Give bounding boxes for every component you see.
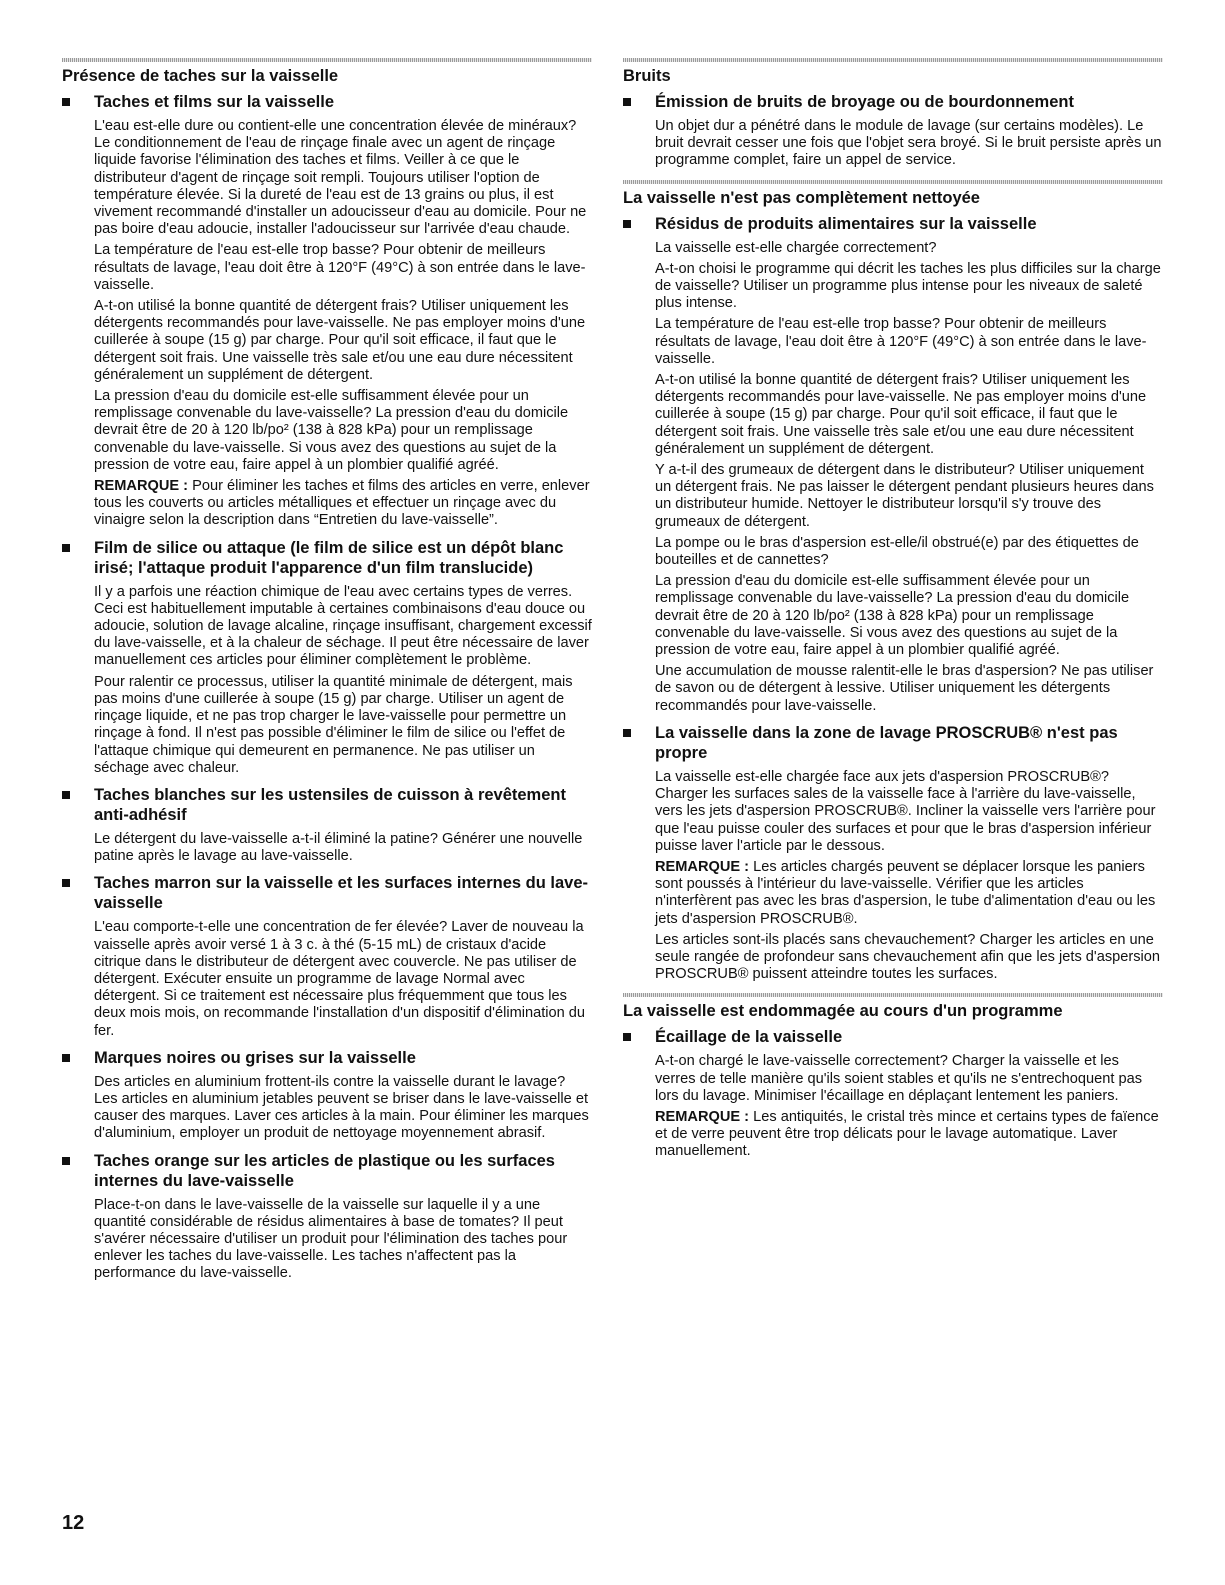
paragraph: A-t-on utilisé la bonne quantité de détergent frais? Utiliser uniquement les détergents recommandés pour lave-vaisselle. Ne pas employer moins d'une cuillerée à soupe (15 g) par charge. Pour qu'il soit efficace, il faut que le détergent soit frais. Une vaisselle très sale et/ou une eau dure nécessitent généralement un supplément de détergent. xyxy=(94,298,586,383)
paragraph: Place-t-on dans le lave-vaisselle de la vaisselle sur laquelle il y a une quantité considérable de résidus alimentaires à base de tomates? Il peut s'avérer nécessaire d'utiliser un produit pour l'élimination des taches pour enlever les taches du lave-vaisselle. Les taches n'affectent pas la performance du lave-vaisselle. xyxy=(94,1196,568,1282)
problem-heading: Marques noires ou grises sur la vaisselle xyxy=(94,1048,416,1067)
paragraph: Pour ralentir ce processus, utiliser la quantité minimale de détergent, mais pas moins d'une cuillerée à soupe (15 g) par charge. Utiliser un agent de rinçage liquide, et ne pas trop charger le lave-vaisselle pour permettre un rinçage à fond. Il n'est pas possible d'éliminer le film de silice ou l'effet de l'attaque chimique qui demeurent en permanence. Ne pas utiliser un séchage avec chaleur. xyxy=(94,673,573,776)
bullet-icon xyxy=(62,1054,70,1062)
paragraph: Un objet dur a pénétré dans le module de lavage (sur certains modèles). Le bruit devrait cesser une fois que l'objet sera broyé. Si le bruit persiste après un programme complet, faire un appel de service. xyxy=(655,118,1162,169)
problem-item xyxy=(62,538,592,777)
note-label: REMARQUE : xyxy=(655,858,750,875)
note-text: Pour éliminer les taches et films des articles en verre, enlever tous les couverts ou articles métalliques et effectuer un rinçage avec du vinaigre selon la description dans “Entretien du lave-vaisselle”. xyxy=(94,478,590,529)
bullet-icon xyxy=(623,729,631,737)
bullet-icon xyxy=(62,879,70,887)
paragraph: Il y a parfois une réaction chimique de l'eau avec certains types de verres. Ceci est habituellement imputable à certaines combinaisons d'eau douce ou adoucie, solution de lavage alcaline, rinçage insuffisant, chargement excessif du lave-vaisselle, et à la chaleur de séchage. Il peut être nécessaire de laver manuellement ces articles pour éliminer complètement le problème. xyxy=(94,583,592,669)
paragraph: L'eau comporte-t-elle une concentration de fer élevée? Laver de nouveau la vaisselle après avoir versé 1 à 3 c. à thé (5-15 mL) de cristaux d'acide citrique dans le distributeur de détergent avec couvercle. Ne pas utiliser de détergent. Exécuter ensuite un programme de lavage Normal avec détergent. Si ce traitement est nécessaire plus fréquemment que tous les deux mois mois, on recommande l'installation d'un dispositif d'élimination du fer. xyxy=(94,919,586,1039)
paragraph: La température de l'eau est-elle trop basse? Pour obtenir de meilleurs résultats de lavage, l'eau doit être à 120°F (49°C) à son entrée dans le lave-vaisselle. xyxy=(655,316,1147,367)
problem-heading: Taches et films sur la vaisselle xyxy=(94,93,334,111)
problem-heading: Résidus de produits alimentaires sur la vaisselle xyxy=(655,214,1037,233)
paragraph: La température de l'eau est-elle trop basse? Pour obtenir de meilleurs résultats de lavage, l'eau doit être à 120°F (49°C) à son entrée dans le lave-vaisselle. xyxy=(94,242,586,293)
section-title: La vaisselle est endommagée au cours d'un programme xyxy=(623,1002,1063,1021)
note-label: REMARQUE : xyxy=(94,478,189,495)
section-title: Bruits xyxy=(623,67,671,85)
section-damaged xyxy=(623,993,1163,1160)
note-label: REMARQUE : xyxy=(655,1108,750,1125)
problem-item xyxy=(62,1048,592,1143)
paragraph: A-t-on chargé le lave-vaisselle correctement? Charger la vaisselle et les verres de telle manière qu'ils soient stables et qu'ils ne s'entrechoquent pas lors du lavage. Minimiser l'écaillage en déplaçant lentement les paniers. xyxy=(655,1053,1142,1104)
paragraph: Le détergent du lave-vaisselle a-t-il éliminé la patine? Générer une nouvelle patine après le lavage au lave-vaisselle. xyxy=(94,830,583,865)
paragraph: A-t-on choisi le programme qui décrit les taches les plus difficiles sur la charge de vaisselle? Utiliser un programme plus intense pour les niveaux de saleté plus intense. xyxy=(655,260,1161,312)
paragraph: La pompe ou le bras d'aspersion est-elle/il obstrué(e) par des étiquettes de bouteilles et de cannettes? xyxy=(655,534,1139,569)
problem-item xyxy=(623,723,1163,983)
paragraph: L'eau est-elle dure ou contient-elle une concentration élevée de minéraux? Le conditionnement de l'eau de rinçage finale avec un agent de rinçage liquide favorise l'élimination des taches et films. Veiller à ce que le distributeur d'agent de rinçage soit rempli. Toujours utiliser l'option de température élevée. Si la dureté de l'eau est de 13 grains ou plus, il est vivement recommandé d'installer un adoucisseur d'eau au domicile. Pour ne pas boire d'eau adoucie, installer l'adoucisseur sur l'arrivée d'eau chaude. xyxy=(94,118,587,238)
problem-item xyxy=(623,214,1163,715)
problem-item xyxy=(62,785,592,865)
bullet-icon xyxy=(62,791,70,799)
paragraph: Une accumulation de mousse ralentit-elle le bras d'aspersion? Ne pas utiliser de savon ou de détergent à lessive. Utiliser uniquement les détergents recommandés pour lave-vaisselle. xyxy=(655,663,1154,714)
problem-item xyxy=(62,873,592,1039)
note-text: Les antiquités, le cristal très mince et certains types de faïence et de verre peuvent être trop délicats pour le lavage automatique. Laver manuellement. xyxy=(655,1108,1159,1160)
paragraph: La vaisselle est-elle chargée face aux jets d'aspersion PROSCRUB®? Charger les surfaces sales de la vaisselle face à l'arrière du lave-vaisselle, vers les jets d'aspersion PROSCRUB®. Incliner la vaisselle vers l'arrière pour que l'eau puisse couler des surfaces et pour que le bras d'aspersion inférieur puisse laver l'article par le dessous. xyxy=(655,768,1156,854)
problem-item xyxy=(623,1027,1163,1160)
problem-item xyxy=(623,92,1163,170)
note-paragraph xyxy=(655,859,1163,928)
bullet-icon xyxy=(623,1033,631,1041)
section-title: La vaisselle n'est pas complètement nettoyée xyxy=(623,188,980,207)
paragraph: A-t-on utilisé la bonne quantité de détergent frais? Utiliser uniquement les détergents recommandés pour lave-vaisselle. Ne pas employer moins d'une cuillerée à soupe (15 g) par charge. Pour qu'il soit efficace, il faut que le détergent soit frais. Une vaisselle très sale et/ou une eau dure nécessitent généralement un supplément de détergent. xyxy=(655,372,1147,457)
problem-heading: Film de silice ou attaque (le film de silice est un dépôt blanc irisé; l'attaque produit l'apparence d'un film translucide) xyxy=(94,538,564,577)
bullet-icon xyxy=(623,220,631,228)
section-noise xyxy=(623,58,1163,170)
page-number: 12 xyxy=(62,1512,85,1534)
note-paragraph xyxy=(94,478,592,530)
bullet-icon xyxy=(62,544,70,552)
problem-heading: Taches blanches sur les ustensiles de cuisson à revêtement anti-adhésif xyxy=(94,785,566,824)
paragraph: La pression d'eau du domicile est-elle suffisamment élevée pour un remplissage convenable du lave-vaisselle? La pression d'eau du domicile devrait être de 20 à 120 lb/po² (138 à 828 kPa) pour un remplissage convenable du lave-vaisselle. Si vous avez des questions au sujet de la pression de votre eau, faire appel à un plombier qualifié agréé. xyxy=(655,573,1130,659)
paragraph: Des articles en aluminium frottent-ils contre la vaisselle durant le lavage? Les articles en aluminium jetables peuvent se briser dans le lave-vaisselle et causer des marques. Laver ces articles à la main. Pour éliminer les marques d'aluminium, employer un produit de nettoyage moyennement abrasif. xyxy=(94,1073,589,1142)
paragraph: Les articles sont-ils placés sans chevauchement? Charger les articles en une seule rangée de profondeur sans chevauchement afin que les jets d'aspersion PROSCRUB® puissent atteindre toutes les surfaces. xyxy=(655,931,1160,983)
paragraph: La vaisselle est-elle chargée correctement? xyxy=(655,239,937,256)
note-paragraph xyxy=(655,1109,1163,1161)
section-divider xyxy=(623,993,1163,997)
problem-heading: Écaillage de la vaisselle xyxy=(655,1028,843,1047)
problem-heading: Taches orange sur les articles de plastique ou les surfaces internes du lave-vaisselle xyxy=(94,1151,555,1190)
problem-item xyxy=(62,92,592,530)
section-divider xyxy=(62,58,592,62)
note-text: Les articles chargés peuvent se déplacer lorsque les paniers sont poussés à l'intérieur du lave-vaisselle. Vérifier que les articles n'interfèrent pas avec les bras d'aspersion, le tube d'alimentation d'eau ou les jets d'aspersion PROSCRUB®. xyxy=(655,858,1156,927)
left-column xyxy=(62,58,592,1291)
section-divider xyxy=(623,58,1163,62)
section-title: Présence de taches sur la vaisselle xyxy=(62,67,339,85)
paragraph: La pression d'eau du domicile est-elle suffisamment élevée pour un remplissage convenable du lave-vaisselle? La pression d'eau du domicile devrait être de 20 à 120 lb/po² (138 à 828 kPa) pour un remplissage convenable du lave-vaisselle. Si vous avez des questions au sujet de la pression de votre eau, faire appel à un plombier qualifié agréé. xyxy=(94,388,569,473)
paragraph: Y a-t-il des grumeaux de détergent dans le distributeur? Utiliser uniquement un détergent frais. Ne pas laisser le détergent pendant plusieurs heures dans un distributeur humide. Nettoyer le distributeur lorsqu'il s'y trouve des grumeaux de détergent. xyxy=(655,462,1154,530)
bullet-icon xyxy=(62,1157,70,1165)
bullet-icon xyxy=(623,98,631,106)
problem-heading: Taches marron sur la vaisselle et les surfaces internes du lave-vaisselle xyxy=(94,874,589,913)
bullet-icon xyxy=(62,98,70,106)
right-column xyxy=(623,58,1163,1171)
problem-heading: Émission de bruits de broyage ou de bourdonnement xyxy=(655,93,1074,111)
section-not-clean xyxy=(623,180,1163,984)
problem-heading: La vaisselle dans la zone de lavage PROSCRUB® n'est pas propre xyxy=(655,723,1118,762)
problem-item xyxy=(62,1151,592,1283)
section-divider xyxy=(623,180,1163,184)
